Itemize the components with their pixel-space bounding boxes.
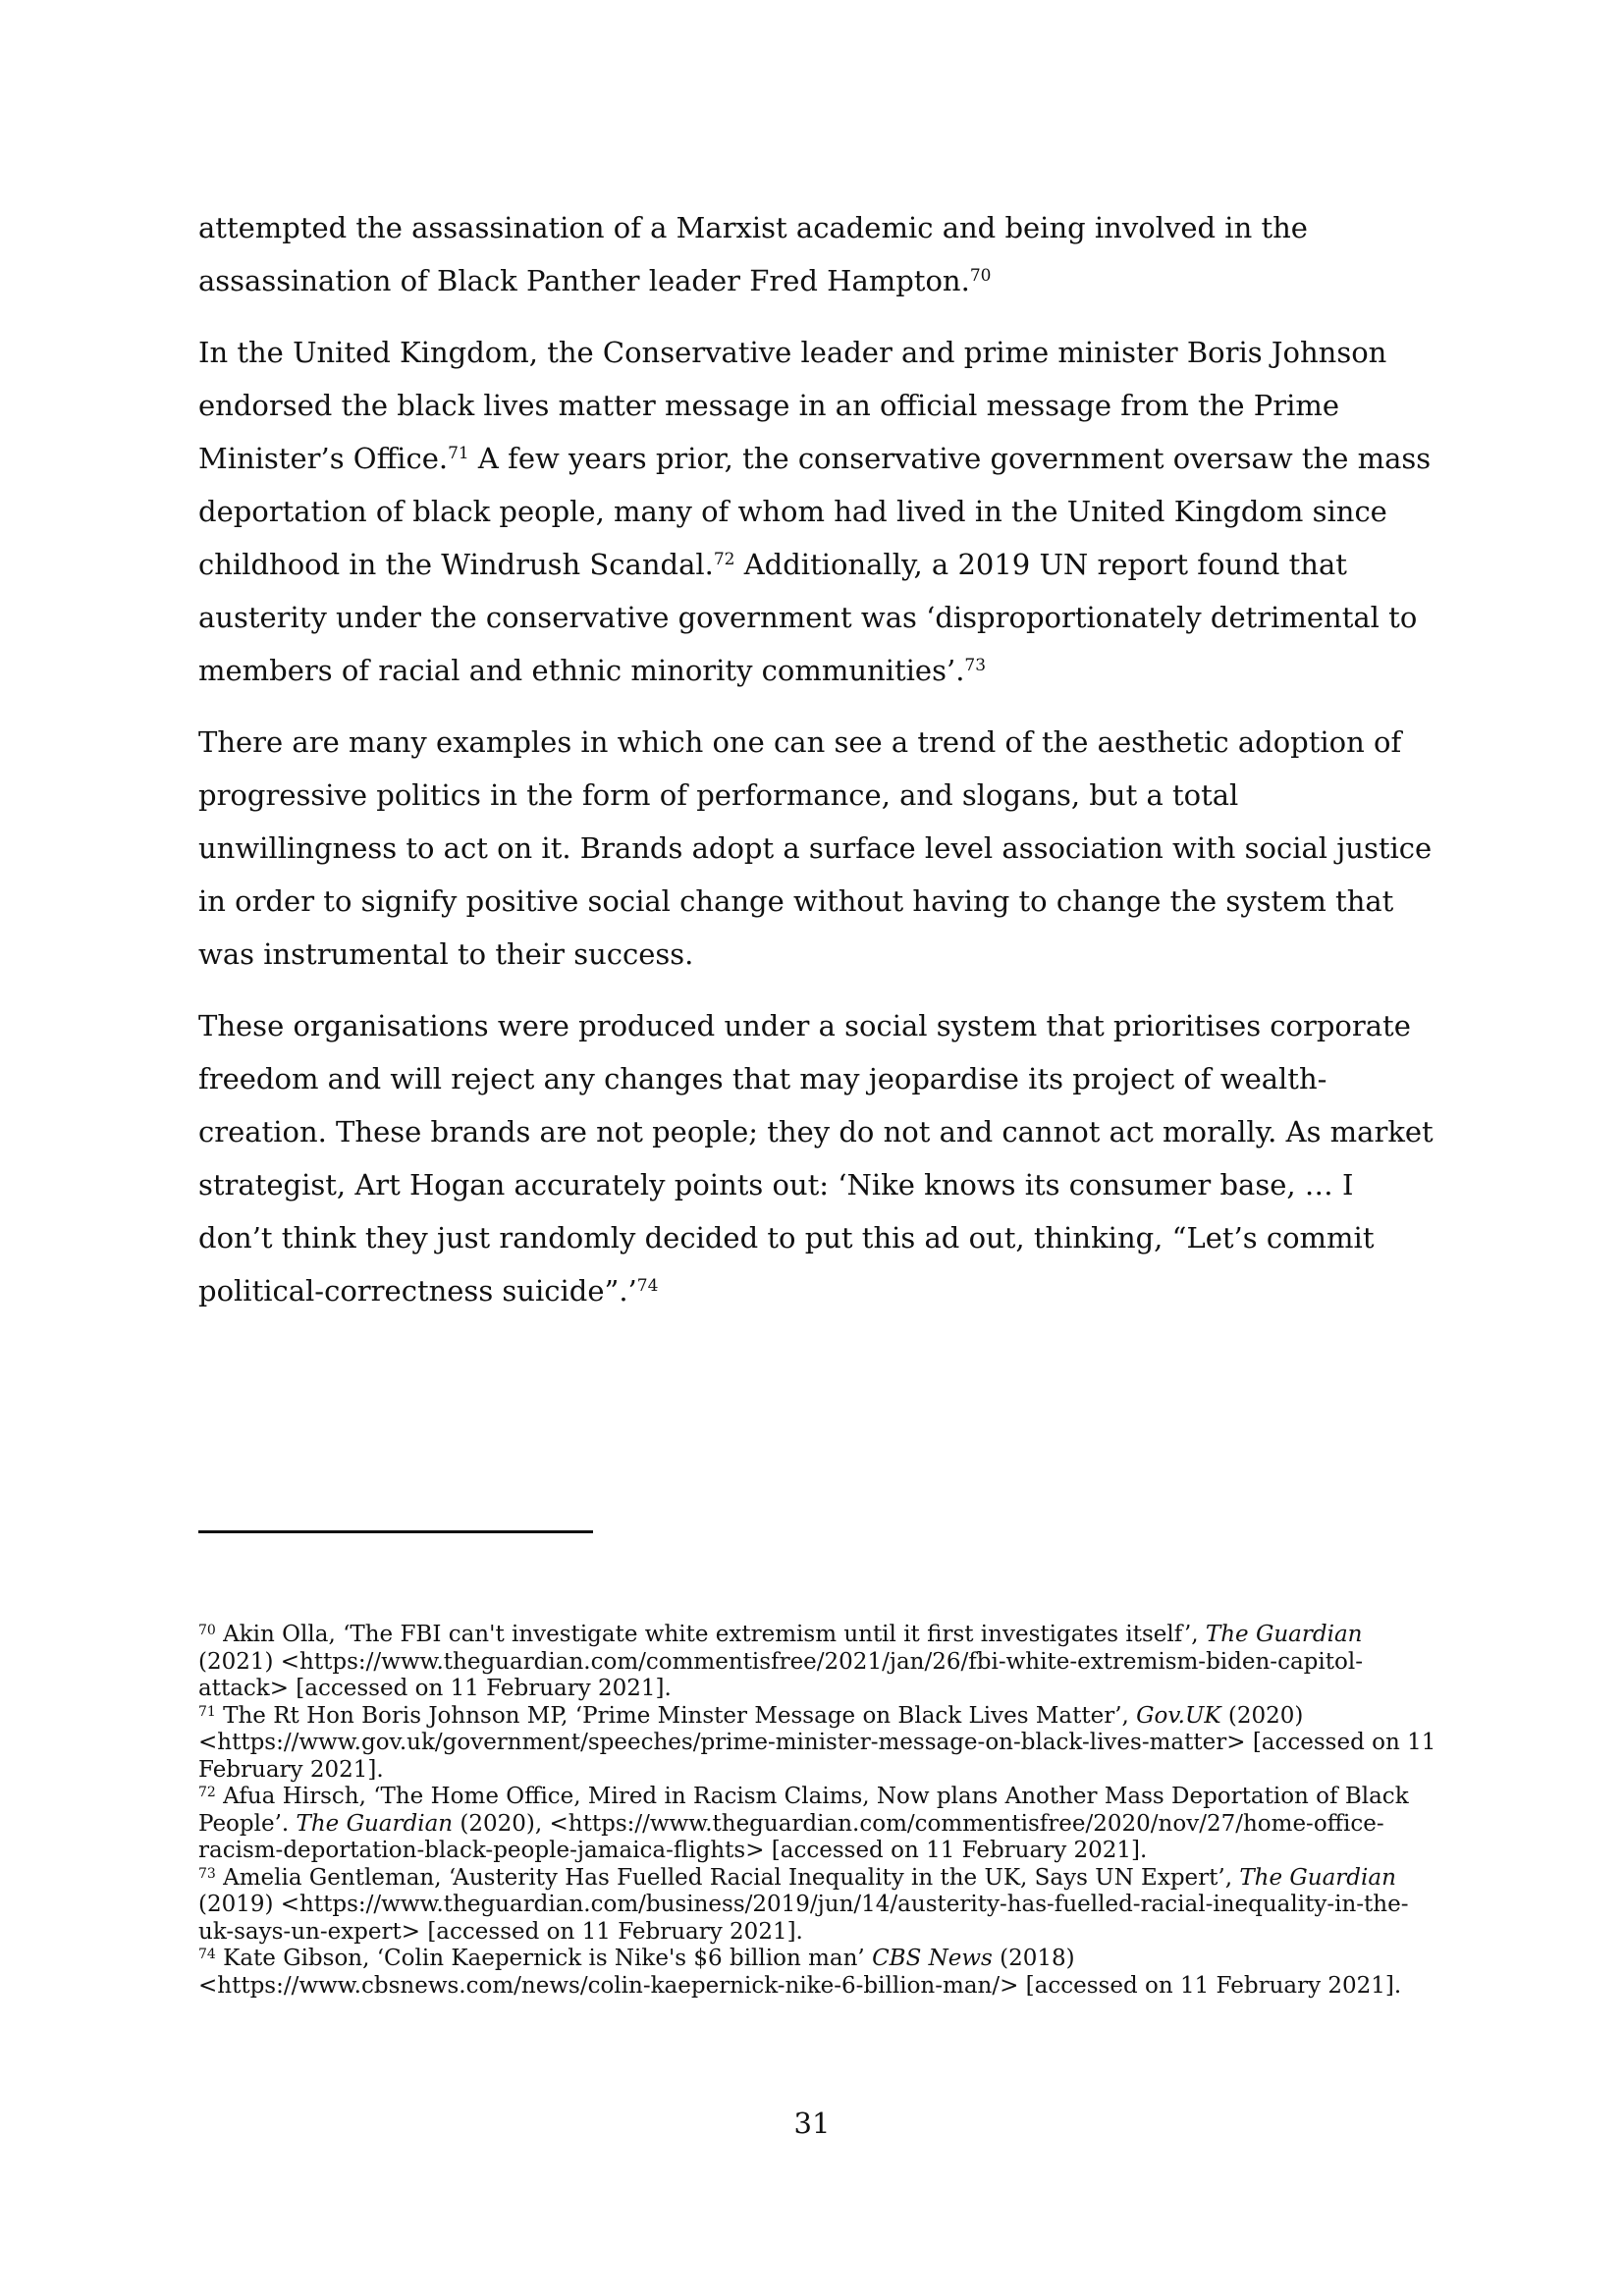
footnote-text: Afua Hirsch, ‘The Home Office, Mired in Racism Claims, Now plans Another Mass Deportation of Black People’. [198, 1784, 1409, 1837]
footnote-text: (2018) <https://www.cbsnews.com/news/colin-kaepernick-nike-6-billion-man/> [accessed on 11 February 2021]. [198, 1946, 1402, 1999]
footnote-70 [198, 1622, 1437, 1703]
footnote-number: 70 [198, 1623, 216, 1638]
footnote-source: The Guardian [1239, 1864, 1396, 1891]
paragraph-3 [198, 716, 1435, 981]
footnote-text: Amelia Gentleman, ‘Austerity Has Fuelled Racial Inequality in the UK, Says UN Expert’, [215, 1864, 1240, 1891]
footnote-73 [198, 1865, 1437, 1947]
footnote-ref[interactable]: 72 [713, 550, 735, 569]
footnote-text: Akin Olla, ‘The FBI can't investigate white extremism until it first investigates itself’, [215, 1622, 1206, 1647]
footnote-text: (2020) <https://www.gov.uk/government/speeches/prime-minister-message-on-black-lives-matter> [accessed on 11 February 2021]. [198, 1702, 1436, 1783]
footnote-source: Gov.UK [1136, 1702, 1221, 1729]
footnote-source: CBS News [872, 1946, 993, 1971]
paragraph-text: Additionally, a 2019 UN report found that austerity under the conservative government was ‘disproportionately detrimental to members of racial and ethnic minority communities’. [198, 548, 1418, 687]
paragraph-text: In the United Kingdom, the Conservative leader and prime minister Boris Johnson endorsed the black lives matter message in an official message from the Prime Minister’s Office. [198, 336, 1387, 475]
footnote-text: The Rt Hon Boris Johnson MP, ‘Prime Minster Message on Black Lives Matter’, [215, 1702, 1137, 1729]
paragraph-text: These organisations were produced under a social system that prioritises corporate freedom and will reject any changes that may jeopardise its project of wealth-creation. These brands are not people; they do not and cannot act morally. As market strategist, Art Hogan accurately points out: ‘Nike knows its consumer base, … I don’t think they just randomly decided to put this ad out, thinking, “Let’s commit political-correctness suicide”.’ [198, 1009, 1434, 1308]
paragraph-1 [198, 201, 1435, 307]
footnote-ref[interactable]: 70 [969, 266, 992, 286]
footnote-ref[interactable]: 74 [636, 1276, 659, 1296]
footnote-number: 72 [198, 1785, 216, 1800]
body-text [198, 201, 1435, 1336]
footnote-divider [198, 1530, 593, 1533]
footnote-source: The Guardian [296, 1810, 454, 1837]
footnote-text: (2021) <https://www.theguardian.com/commentisfree/2021/jan/26/fbi-white-extremism-biden-capitol-attack> [accessed on 11 February 2021]. [198, 1648, 1363, 1701]
footnote-text: (2020), <https://www.theguardian.com/commentisfree/2020/nov/27/home-office-racism-deportation-black-people-jamaica-flights> [accessed on 11 February 2021]. [198, 1810, 1384, 1863]
footnote-74 [198, 1946, 1437, 2000]
paragraph-text: There are many examples in which one can see a trend of the aesthetic adoption of progressive politics in the form of performance, and slogans, but a total unwillingness to act on it. Brands adopt a surface level association with social justice in order to signify positive social change without having to change the system that was instrumental to their success. [198, 725, 1433, 971]
paragraph-4 [198, 999, 1435, 1317]
footnote-source: The Guardian [1205, 1622, 1363, 1647]
paragraph-2 [198, 326, 1435, 697]
footnote-ref[interactable]: 71 [448, 444, 469, 463]
footnote-72 [198, 1784, 1437, 1865]
page-number: 31 [793, 2107, 831, 2140]
paragraph-text: attempted the assassination of a Marxist academic and being involved in the assassination of Black Panther leader Fred Hampton. [198, 211, 1308, 297]
footnotes [198, 1622, 1437, 2000]
footnote-number: 71 [198, 1703, 216, 1720]
footnote-ref[interactable]: 73 [964, 656, 987, 675]
footnote-text: Kate Gibson, ‘Colin Kaepernick is Nike's $6 billion man’ [215, 1946, 873, 1971]
footnote-number: 73 [198, 1865, 216, 1882]
footnote-number: 74 [198, 1947, 216, 1962]
footnote-71 [198, 1703, 1437, 1785]
paragraph-text: A few years prior, the conservative government oversaw the mass deportation of black people, many of whom had lived in the United Kingdom since childhood in the Windrush Scandal. [198, 442, 1432, 581]
footnote-text: (2019) <https://www.theguardian.com/business/2019/jun/14/austerity-has-fuelled-racial-inequality-in-the-uk-says-un-expert> [accessed on 11 February 2021]. [198, 1892, 1409, 1945]
